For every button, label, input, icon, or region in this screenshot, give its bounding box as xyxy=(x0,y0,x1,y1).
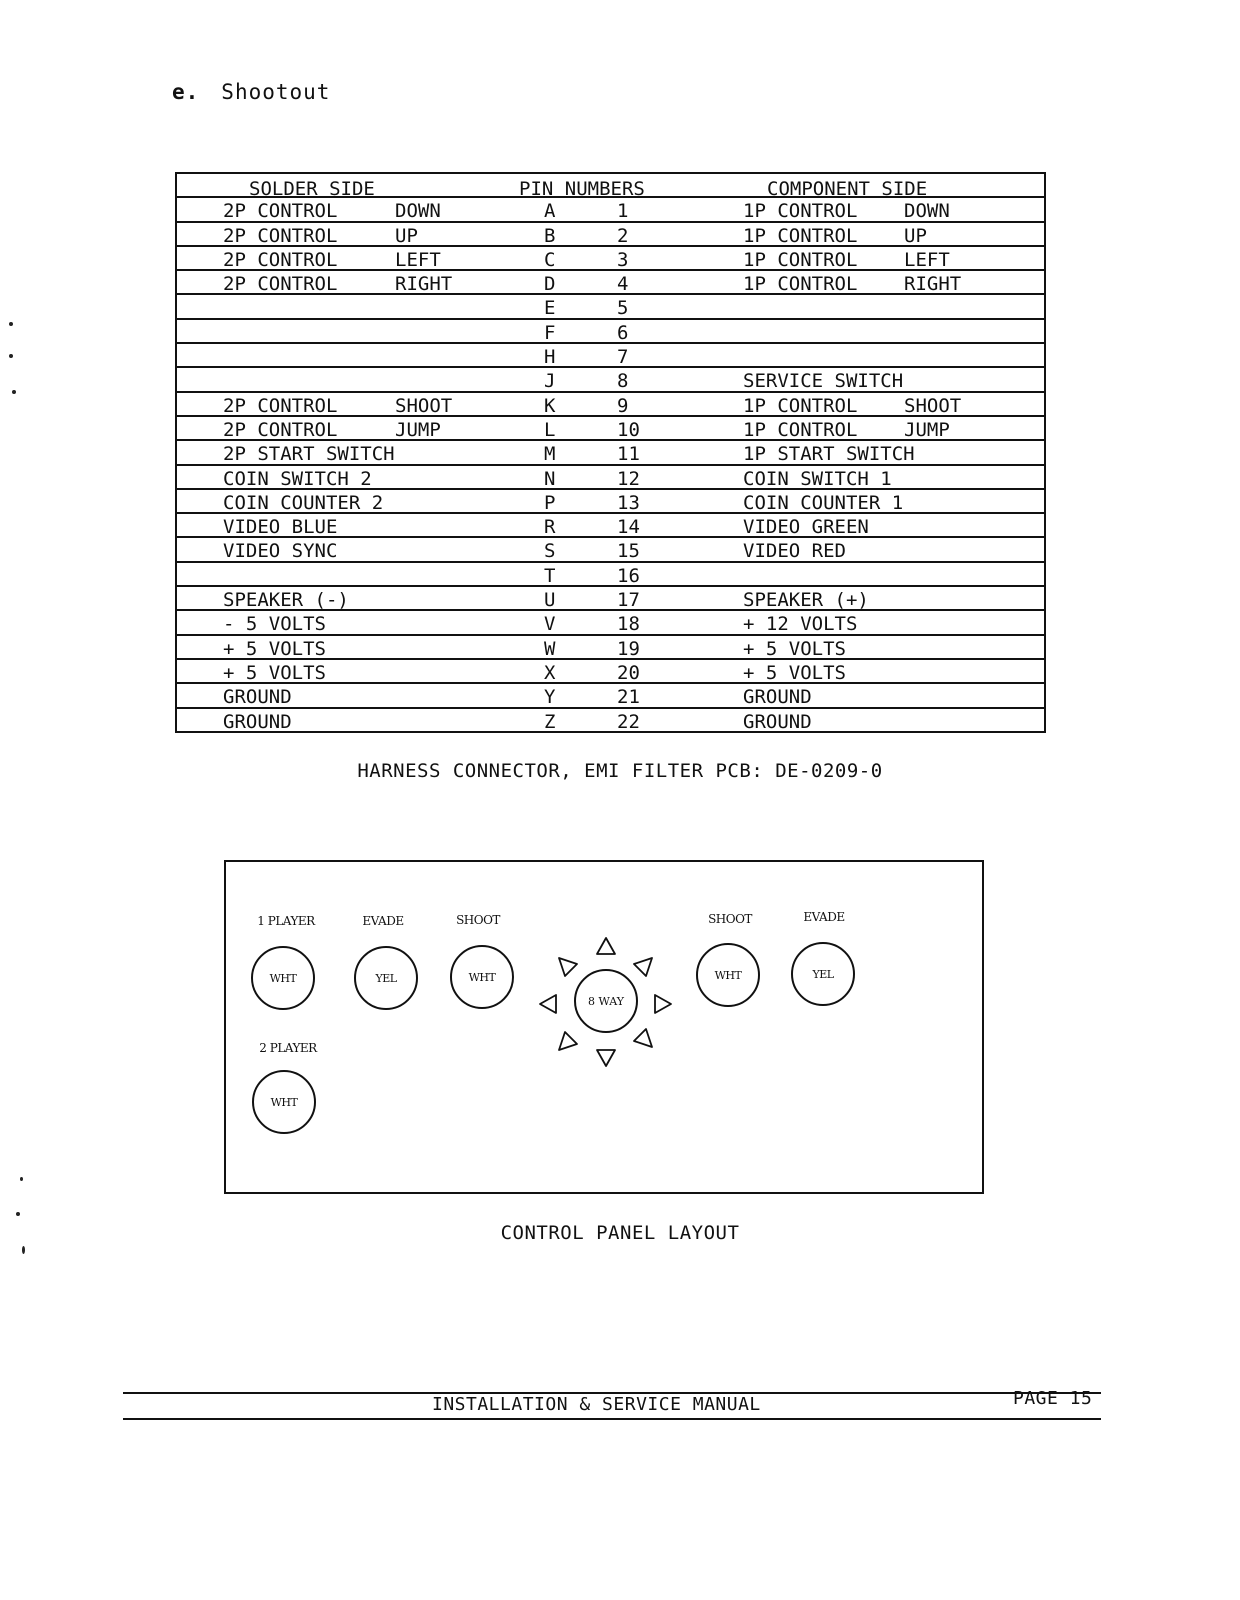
button-label-evade-right: EVADE xyxy=(803,910,845,924)
cell-pin-number: 4 xyxy=(617,273,629,296)
scan-speck xyxy=(20,1177,23,1181)
table-row xyxy=(177,587,1044,611)
cell-solder-side: GROUND xyxy=(223,686,292,709)
cell-component-side: VIDEO RED xyxy=(743,540,846,563)
arrow-right-icon xyxy=(655,995,671,1013)
button-shoot-left: WHT xyxy=(450,945,514,1009)
table-row xyxy=(177,563,1044,587)
cell-solder-side: 2P CONTROL xyxy=(223,224,338,247)
cell-pin-letter: E xyxy=(544,297,556,320)
table-row xyxy=(177,417,1044,441)
arrow-down-icon xyxy=(597,1050,615,1066)
cell-solder-side: + 5 VOLTS xyxy=(223,637,326,660)
cell-pin-letter: C xyxy=(544,248,556,271)
cell-solder-side: 2P CONTROL xyxy=(223,394,338,417)
cell-pin-letter: S xyxy=(544,540,556,563)
table-row xyxy=(177,709,1044,733)
button-label-evade-left: EVADE xyxy=(362,914,404,928)
cell-solder-side: VIDEO SYNC xyxy=(223,540,338,563)
cell-pin-number: 20 xyxy=(617,661,640,684)
cell-component-function: JUMP xyxy=(904,418,950,441)
arrow-up-right-icon xyxy=(634,958,652,976)
footer-rule-bottom xyxy=(123,1418,1101,1420)
cell-pin-letter: A xyxy=(544,200,556,223)
cell-component-side: GROUND xyxy=(743,710,812,733)
cell-pin-number: 10 xyxy=(617,418,640,441)
cell-pin-number: 22 xyxy=(617,710,640,733)
cell-solder-function: DOWN xyxy=(395,200,441,223)
table-row xyxy=(177,490,1044,514)
cell-pin-number: 15 xyxy=(617,540,640,563)
section-number: e. xyxy=(172,80,200,104)
section-title: Shootout xyxy=(221,80,331,104)
cell-pin-letter: U xyxy=(544,589,556,612)
cell-pin-number: 2 xyxy=(617,224,629,247)
table-row xyxy=(177,660,1044,684)
table-row xyxy=(177,295,1044,319)
scan-speck xyxy=(16,1212,20,1216)
table-row xyxy=(177,466,1044,490)
scan-speck xyxy=(12,390,16,394)
cell-solder-side: COIN COUNTER 2 xyxy=(223,491,384,514)
cell-pin-letter: Z xyxy=(544,710,556,733)
cell-pin-number: 1 xyxy=(617,200,629,223)
button-label-shoot-right: SHOOT xyxy=(708,912,752,926)
arrow-down-left-icon xyxy=(559,1032,577,1050)
header-component-side: COMPONENT SIDE xyxy=(767,178,928,200)
cell-pin-letter: F xyxy=(544,321,556,344)
table-row xyxy=(177,320,1044,344)
cell-solder-side: COIN SWITCH 2 xyxy=(223,467,372,490)
cell-component-side: COIN COUNTER 1 xyxy=(743,491,904,514)
cell-solder-function: UP xyxy=(395,224,418,247)
cell-pin-number: 6 xyxy=(617,321,629,344)
cell-component-side: GROUND xyxy=(743,686,812,709)
button-label-1-player: 1 PLAYER xyxy=(257,914,315,928)
arrow-up-icon xyxy=(597,938,615,954)
cell-solder-side: 2P CONTROL xyxy=(223,418,338,441)
table-row xyxy=(177,223,1044,247)
cell-pin-number: 12 xyxy=(617,467,640,490)
table-row xyxy=(177,441,1044,465)
cell-solder-side: 2P CONTROL xyxy=(223,248,338,271)
cell-pin-number: 8 xyxy=(617,370,629,393)
header-solder-side: SOLDER SIDE xyxy=(249,178,375,200)
cell-pin-letter: B xyxy=(544,224,556,247)
button-1-player: WHT xyxy=(251,946,315,1010)
cell-pin-letter: P xyxy=(544,491,556,514)
cell-component-function: LEFT xyxy=(904,248,950,271)
section-heading xyxy=(172,80,330,104)
header-pin-numbers: PIN NUMBERS xyxy=(519,178,645,200)
control-panel xyxy=(224,860,984,1194)
cell-pin-letter: R xyxy=(544,516,556,539)
table-row xyxy=(177,538,1044,562)
cell-solder-side: 2P CONTROL xyxy=(223,273,338,296)
cell-component-side: + 5 VOLTS xyxy=(743,661,846,684)
cell-pin-number: 18 xyxy=(617,613,640,636)
cell-solder-side: - 5 VOLTS xyxy=(223,613,326,636)
cell-component-side: 1P CONTROL xyxy=(743,273,858,296)
cell-component-side: SPEAKER (+) xyxy=(743,589,869,612)
cell-solder-function: SHOOT xyxy=(395,394,453,417)
cell-component-function: DOWN xyxy=(904,200,950,223)
joystick-direction-arrows xyxy=(526,922,686,1082)
cell-pin-letter: D xyxy=(544,273,556,296)
table-caption: HARNESS CONNECTOR, EMI FILTER PCB: DE-0209-0 xyxy=(357,760,883,782)
pin-table xyxy=(175,172,1046,733)
table-row xyxy=(177,393,1044,417)
cell-solder-side: SPEAKER (-) xyxy=(223,589,349,612)
button-evade-right: YEL xyxy=(791,942,855,1006)
button-label-2-player: 2 PLAYER xyxy=(259,1041,317,1055)
cell-pin-letter: H xyxy=(544,346,556,369)
cell-pin-number: 17 xyxy=(617,589,640,612)
arrow-down-right-icon xyxy=(634,1029,652,1047)
table-row xyxy=(177,198,1044,222)
cell-pin-number: 19 xyxy=(617,637,640,660)
cell-solder-side: + 5 VOLTS xyxy=(223,661,326,684)
cell-component-function: RIGHT xyxy=(904,273,962,296)
cell-pin-letter: K xyxy=(544,394,556,417)
cell-component-side: + 12 VOLTS xyxy=(743,613,858,636)
joystick-8-way: 8 WAY xyxy=(574,969,638,1033)
cell-component-function: UP xyxy=(904,224,927,247)
scan-speck xyxy=(9,322,13,326)
cell-pin-number: 13 xyxy=(617,491,640,514)
cell-pin-letter: L xyxy=(544,418,556,441)
table-row xyxy=(177,684,1044,708)
cell-pin-letter: M xyxy=(544,443,556,466)
arrow-left-icon xyxy=(540,995,556,1013)
cell-pin-number: 5 xyxy=(617,297,629,320)
cell-pin-number: 7 xyxy=(617,346,629,369)
cell-component-side: 1P CONTROL xyxy=(743,200,858,223)
cell-component-side: COIN SWITCH 1 xyxy=(743,467,892,490)
cell-component-side: 1P START SWITCH xyxy=(743,443,915,466)
table-row xyxy=(177,514,1044,538)
cell-solder-side: VIDEO BLUE xyxy=(223,516,338,539)
cell-pin-letter: X xyxy=(544,661,556,684)
table-row xyxy=(177,271,1044,295)
cell-pin-number: 11 xyxy=(617,443,640,466)
cell-component-function: SHOOT xyxy=(904,394,962,417)
table-row xyxy=(177,247,1044,271)
table-row xyxy=(177,636,1044,660)
footer-title: INSTALLATION & SERVICE MANUAL xyxy=(432,1394,761,1415)
button-evade-left: YEL xyxy=(354,946,418,1010)
button-shoot-right: WHT xyxy=(696,943,760,1007)
arrow-up-left-icon xyxy=(559,958,577,976)
cell-pin-number: 21 xyxy=(617,686,640,709)
cell-solder-side: 2P START SWITCH xyxy=(223,443,395,466)
panel-caption: CONTROL PANEL LAYOUT xyxy=(500,1222,740,1244)
table-header xyxy=(177,174,1044,198)
cell-pin-letter: W xyxy=(544,637,556,660)
table-row xyxy=(177,368,1044,392)
cell-component-side: 1P CONTROL xyxy=(743,224,858,247)
cell-component-side: + 5 VOLTS xyxy=(743,637,846,660)
table-row xyxy=(177,344,1044,368)
page-number: PAGE 15 xyxy=(1013,1388,1093,1409)
cell-component-side: SERVICE SWITCH xyxy=(743,370,904,393)
cell-solder-function: JUMP xyxy=(395,418,441,441)
cell-solder-function: LEFT xyxy=(395,248,441,271)
cell-pin-letter: V xyxy=(544,613,556,636)
cell-component-side: 1P CONTROL xyxy=(743,394,858,417)
cell-solder-side: GROUND xyxy=(223,710,292,733)
cell-component-side: 1P CONTROL xyxy=(743,248,858,271)
cell-pin-letter: J xyxy=(544,370,556,393)
cell-pin-number: 14 xyxy=(617,516,640,539)
cell-pin-letter: T xyxy=(544,564,556,587)
cell-component-side: 1P CONTROL xyxy=(743,418,858,441)
cell-solder-function: RIGHT xyxy=(395,273,453,296)
scan-speck xyxy=(22,1246,25,1254)
cell-solder-side: 2P CONTROL xyxy=(223,200,338,223)
cell-component-side: VIDEO GREEN xyxy=(743,516,869,539)
table-row xyxy=(177,611,1044,635)
scan-speck xyxy=(9,354,13,358)
cell-pin-number: 16 xyxy=(617,564,640,587)
cell-pin-number: 3 xyxy=(617,248,629,271)
button-label-shoot-left: SHOOT xyxy=(456,913,500,927)
cell-pin-letter: N xyxy=(544,467,556,490)
cell-pin-letter: Y xyxy=(544,686,556,709)
button-2-player: WHT xyxy=(252,1070,316,1134)
cell-pin-number: 9 xyxy=(617,394,629,417)
